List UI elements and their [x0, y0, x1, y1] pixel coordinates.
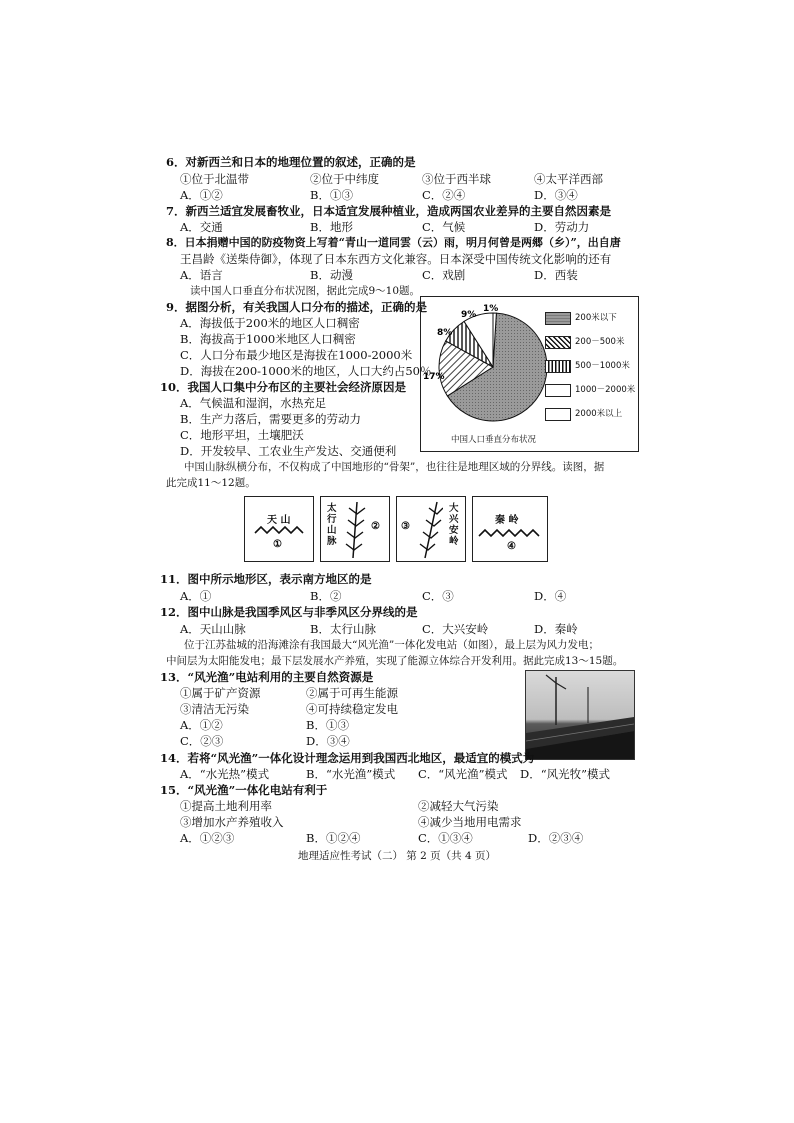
q6-item-2: ②位于中纬度	[310, 172, 379, 186]
legend-label-4: 1000－2000米	[575, 385, 636, 395]
q12-stem: 12．图中山脉是我国季风区与非季风区分界线的是	[160, 605, 418, 619]
pie-label-2: 17%	[423, 372, 445, 382]
q7-option-c: C．气候	[422, 220, 466, 234]
intro-11-12-line1: 中国山脉纵横分布，不仅构成了中国地形的“骨架”，也往往是地理区域的分界线。读图，据	[184, 461, 605, 473]
q9-option-a: A．海拔低于200米的地区人口稠密	[180, 316, 360, 330]
legend-label-5: 2000米以上	[575, 409, 623, 419]
q15-item-1: ①提高土地利用率	[180, 799, 272, 813]
mountain-2-symbol	[345, 500, 369, 560]
q10-stem: 10．我国人口集中分布区的主要社会经济原因是	[160, 380, 407, 394]
q14-option-b: B．“水光渔”模式	[306, 767, 396, 781]
q15-stem: 15．“风光渔”一体化电站有利于	[160, 783, 328, 797]
mountain-2-name: 太行山脉	[327, 503, 337, 547]
mountain-box-4	[472, 496, 548, 562]
q7-option-a: A．交通	[180, 220, 223, 234]
q14-option-c: C．“风光渔”模式	[418, 767, 508, 781]
q8-stem-line1: 8．日本捐赠中国的防疫物资上写着“青山一道同雲（云）雨，明月何曾是两郷（乡）”，出自唐	[166, 236, 621, 249]
legend-swatch-4	[545, 384, 571, 397]
mountain-box-3	[396, 496, 466, 562]
legend-label-2: 200－500米	[575, 337, 625, 347]
q13-item-4: ④可持续稳定发电	[306, 702, 398, 716]
q12-option-d: D．秦岭	[534, 622, 578, 636]
q13-stem: 13．“风光渔”电站利用的主要自然资源是	[160, 670, 374, 684]
q6-stem: 6．对新西兰和日本的地理位置的叙述，正确的是	[166, 155, 416, 169]
q11-option-b: B．②	[310, 589, 342, 603]
q15-item-3: ③增加水产养殖收入	[180, 815, 284, 829]
q15-item-2: ②减轻大气污染	[418, 799, 499, 813]
q11-option-a: A．①	[180, 589, 212, 603]
q14-option-a: A．“水光热”模式	[180, 767, 270, 781]
q8-option-d: D．西装	[534, 268, 578, 282]
pie-label-3: 8%	[437, 328, 453, 338]
population-chart	[420, 296, 639, 452]
q13-option-a: A．①②	[180, 718, 223, 732]
q8-option-c: C．戏剧	[422, 268, 466, 282]
q8-stem-line2: 王昌龄《送柴侍御》，体现了日本东西方文化兼容。日本深受中国传统文化影响的还有	[180, 252, 612, 266]
q6-item-3: ③位于西半球	[422, 172, 491, 186]
q10-option-c: C．地形平坦，土壤肥沃	[180, 428, 304, 442]
q9-stem: 9．据图分析，有关我国人口分布的描述，正确的是	[166, 300, 427, 314]
q15-option-d: D．②③④	[528, 831, 584, 845]
q15-option-b: B．①②④	[306, 831, 361, 845]
chart-legend	[545, 312, 637, 432]
q13-option-b: B．①③	[306, 718, 349, 732]
q6-option-c: C．②④	[422, 188, 466, 202]
q15-item-4: ④减少当地用电需求	[418, 815, 522, 829]
q7-stem: 7．新西兰适宜发展畜牧业，日本适宜发展种植业，造成两国农业差异的主要自然因素是	[166, 204, 611, 218]
intro-13-15-line2: 中间层为太阳能发电；最下层发展水产养殖，实现了能源立体综合开发利用。据此完成13～15题。	[166, 655, 624, 667]
q15-option-a: A．①②③	[180, 831, 235, 845]
power-station-photo	[525, 670, 635, 760]
q6-option-d: D．③④	[534, 188, 578, 202]
pie-label-5: 1%	[483, 304, 499, 314]
intro-11-12-line2: 此完成11～12题。	[166, 477, 256, 489]
legend-swatch-2	[545, 336, 571, 349]
q6-option-a: A．①②	[180, 188, 223, 202]
mountain-box-1	[244, 496, 314, 562]
q10-option-a: A．气候温和湿润，水热充足	[180, 396, 327, 410]
q10-option-b: B．生产力落后，需要更多的劳动力	[180, 412, 361, 426]
mountain-box-2	[320, 496, 390, 562]
intro-13-15-line1: 位于江苏盐城的沿海滩涂有我国最大“风光渔”一体化发电站（如图），最上层为风力发电；	[184, 639, 599, 651]
q14-option-d: D．“风光牧”模式	[520, 767, 610, 781]
mountain-3-symbol	[417, 500, 443, 560]
q13-item-3: ③清洁无污染	[180, 702, 249, 716]
q15-option-c: C．①③④	[418, 831, 473, 845]
legend-label-3: 500－1000米	[575, 361, 630, 371]
q11-option-c: C．③	[422, 589, 454, 603]
legend-swatch-3	[545, 360, 571, 373]
mountain-2-num: ②	[371, 521, 380, 532]
pie-label-4: 9%	[461, 310, 477, 320]
q9-option-b: B．海拔高于1000米地区人口稠密	[180, 332, 356, 346]
legend-label-1: 200米以下	[575, 313, 617, 323]
page-footer: 地理适应性考试（二） 第 2 页（共 4 页）	[297, 850, 497, 862]
legend-swatch-5	[545, 408, 571, 421]
q9-option-d: D．海拔在200-1000米的地区，人口大约占50％	[180, 364, 432, 378]
q8-option-b: B．动漫	[310, 268, 353, 282]
q14-stem: 14．若将“风光渔”一体化设计理念运用到我国西北地区，最适宜的模式为	[160, 751, 535, 765]
intro-9-10: 读中国人口垂直分布状况图，据此完成9～10题。	[190, 285, 421, 297]
q6-item-1: ①位于北温带	[180, 172, 249, 186]
q13-item-2: ②属于可再生能源	[306, 686, 398, 700]
mountain-3-name: 大兴安岭	[449, 503, 459, 547]
q10-option-d: D．开发较早、工农业生产发达、交通便利	[180, 444, 397, 458]
q8-option-a: A．语言	[180, 268, 223, 282]
q12-option-c: C．大兴安岭	[422, 622, 489, 636]
q9-option-c: C．人口分布最少地区是海拔在1000-2000米	[180, 348, 413, 362]
q6-option-b: B．①③	[310, 188, 353, 202]
q12-option-a: A．天山山脉	[180, 622, 246, 636]
mountain-4-symbol	[475, 524, 547, 542]
q13-option-c: C．②③	[180, 734, 224, 748]
mountain-1-name: 天 山	[267, 515, 291, 526]
q11-option-d: D．④	[534, 589, 567, 603]
mountain-1-num: ①	[273, 539, 282, 550]
q13-option-d: D．③④	[306, 734, 350, 748]
mountain-4-num: ④	[507, 541, 516, 552]
q13-item-1: ①属于矿产资源	[180, 686, 261, 700]
q11-stem: 11．图中所示地形区，表示南方地区的是	[160, 572, 372, 586]
chart-title: 中国人口垂直分布状况	[451, 435, 537, 445]
q12-option-b: B．太行山脉	[310, 622, 376, 636]
q7-option-d: D．劳动力	[534, 220, 590, 234]
mountain-4-name: 秦 岭	[495, 515, 519, 526]
mountain-3-num: ③	[401, 521, 410, 532]
q6-item-4: ④太平洋西部	[534, 172, 603, 186]
q7-option-b: B．地形	[310, 220, 353, 234]
legend-swatch-1	[545, 312, 571, 325]
